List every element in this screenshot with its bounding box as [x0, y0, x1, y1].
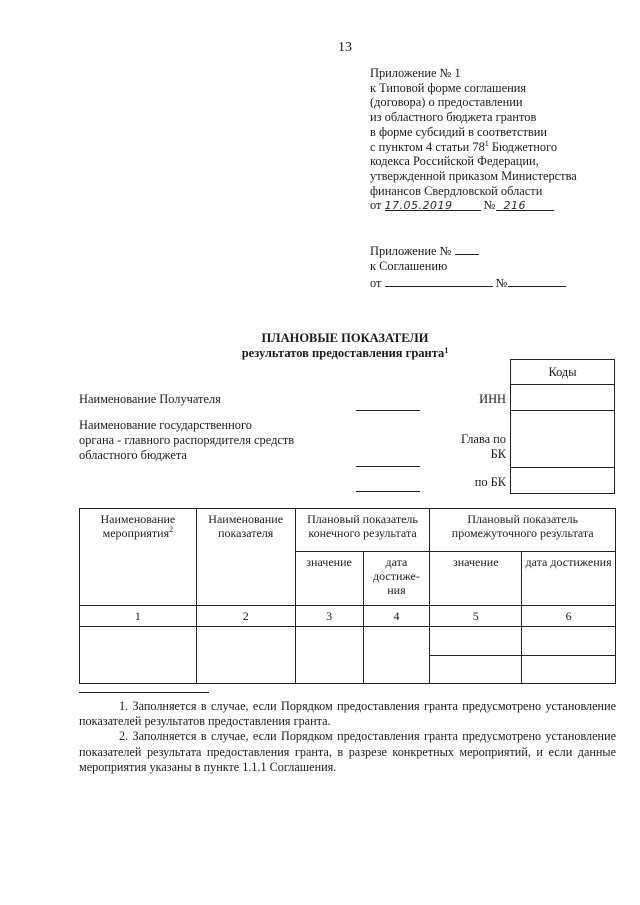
inn-label: ИНН — [479, 392, 506, 406]
header-final-result: Плановый показатель конечного результата — [295, 509, 430, 552]
indicators-table — [79, 508, 616, 684]
appendix-line: к Типовой форме соглашения — [370, 80, 527, 95]
codes-header: Коды — [511, 360, 615, 385]
appendix-line: кодекса Российской Федерации, — [370, 154, 539, 169]
recipient-line — [356, 410, 420, 411]
appendix-line: финансов Свердловской области — [370, 183, 543, 198]
header-final-date: дата достиже-ния — [363, 552, 430, 606]
footnote-1: 1. Заполняется в случае, если Порядком предоставления гранта предусмотрено установление показателей результатов предоставления гранта. — [79, 699, 616, 729]
form-title — [0, 331, 640, 361]
header-final-value: значение — [295, 552, 363, 606]
bk-code-cell[interactable] — [511, 468, 615, 494]
column-number: 1 — [80, 606, 197, 627]
header-event-name: Наименование мероприятия$^2$ — [80, 509, 197, 606]
title-line-2: результатов предоставления гранта$^1$ — [241, 346, 449, 360]
data-cell[interactable] — [522, 627, 616, 656]
data-cell[interactable] — [80, 627, 197, 684]
data-cell[interactable] — [522, 655, 616, 684]
data-cell[interactable] — [430, 627, 522, 656]
order-date-line: от 17.05.2019 № 216 — [370, 198, 577, 213]
appendix-line: утвержденной приказом Министерства — [370, 168, 577, 183]
appendix-line: (договора) о предоставлении — [370, 95, 523, 110]
header-interim-result: Плановый показатель промежуточного результата — [430, 509, 616, 552]
data-cell[interactable] — [363, 627, 430, 684]
footnotes — [79, 692, 616, 775]
bk-line — [356, 491, 420, 492]
appendix-line: Приложение № 1 — [370, 66, 461, 80]
footnote-rule — [79, 692, 209, 693]
data-cell[interactable] — [196, 627, 295, 684]
handwritten-date: 17.05.2019 — [384, 199, 453, 213]
inn-code-cell[interactable] — [511, 385, 615, 411]
codes-table — [510, 359, 615, 494]
agreement-date-blank — [385, 274, 493, 287]
header-interim-value: значение — [430, 552, 522, 606]
footnote-2: 2. Заполняется в случае, если Порядком предоставления гранта предусмотрено установление показателей результата предоставления гранта, в разрезе конкретных мероприятий, и если данные мероприятия указаны в пункте 1.1.1 Соглашения. — [79, 729, 616, 774]
appendix-number-blank — [455, 242, 479, 255]
appendix-line: из областного бюджета грантов — [370, 110, 537, 125]
handwritten-number-field — [496, 198, 554, 211]
column-number: 3 — [295, 606, 363, 627]
appendix-header — [370, 66, 577, 213]
chapter-label: Глава по БК — [460, 432, 506, 461]
title-line-1: ПЛАНОВЫЕ ПОКАЗАТЕЛИ — [261, 331, 429, 345]
column-number: 4 — [363, 606, 430, 627]
data-cell[interactable] — [430, 655, 522, 684]
appendix-line-article: с пунктом 4 статьи $78^1$ Бюджетного — [370, 138, 558, 154]
column-number: 2 — [196, 606, 295, 627]
agreement-number-blank — [508, 274, 566, 287]
handwritten-date-field — [385, 198, 481, 211]
column-number: 6 — [522, 606, 616, 627]
recipient-label: Наименование Получателя — [79, 392, 221, 406]
chapter-code-cell[interactable] — [511, 411, 615, 468]
header-indicator-name: Наименование показателя — [196, 509, 295, 606]
gov-body-line — [356, 466, 420, 467]
column-number: 5 — [430, 606, 522, 627]
appendix-line: в форме субсидий в соответствии — [370, 124, 548, 139]
handwritten-number: 216 — [503, 199, 526, 213]
by-bk-label: по БК — [474, 475, 506, 489]
data-cell[interactable] — [295, 627, 363, 684]
page-number: 13 — [338, 40, 352, 55]
agreement-appendix: Приложение № к Соглашению от № — [370, 242, 566, 291]
header-interim-date: дата достижения — [522, 552, 616, 606]
gov-body-label: Наименование государственного органа - главного распорядителя средств областного бюджета — [79, 418, 295, 462]
